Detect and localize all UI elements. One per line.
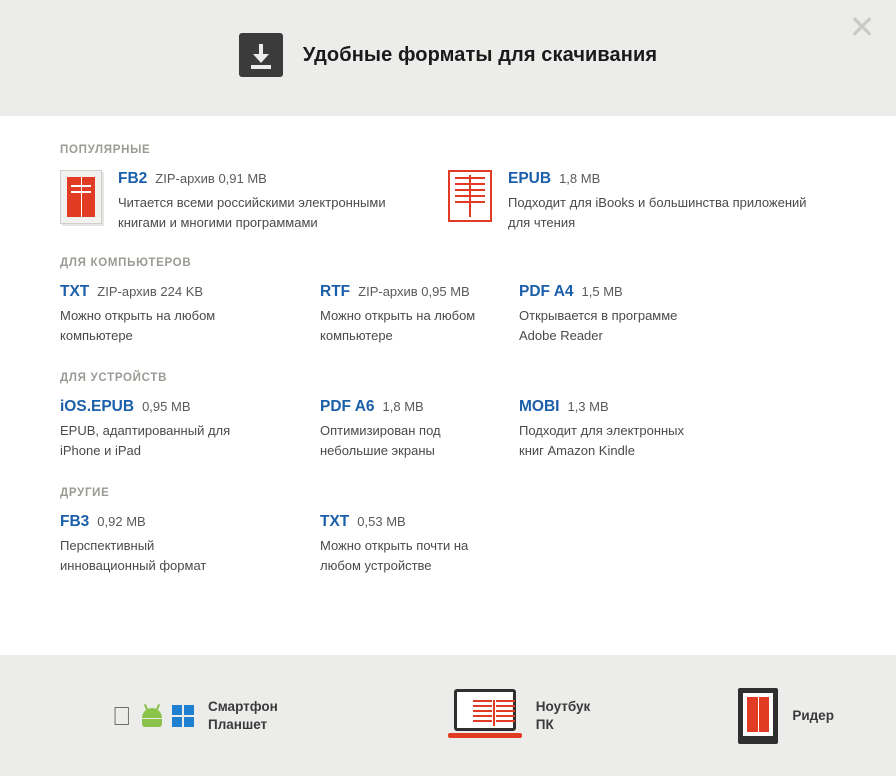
computer-format-list — [60, 283, 836, 346]
format-meta: 0,95 MB — [142, 399, 191, 414]
footer-item-laptop — [448, 689, 591, 743]
format-meta: 1,8 MB — [559, 171, 601, 186]
format-head — [60, 283, 306, 301]
ereader-icon — [738, 688, 778, 744]
windows-icon — [172, 705, 194, 727]
format-head — [60, 513, 306, 531]
footer-item-mobile — [112, 698, 278, 734]
section-others — [60, 487, 836, 576]
section-computers — [60, 257, 836, 346]
footer-label-line1: Смартфон — [208, 698, 278, 714]
format-link-ios-epub[interactable]: iOS.EPUB — [60, 398, 135, 415]
format-head — [320, 513, 505, 531]
section-popular — [60, 144, 836, 233]
format-link-txt-other[interactable]: TXT — [320, 513, 350, 530]
format-meta: 0,53 MB — [357, 514, 406, 529]
format-meta: ZIP-архив 0,91 MB — [155, 171, 267, 186]
download-icon — [239, 33, 283, 77]
format-description: Оптимизирован под небольшие экраны — [320, 423, 441, 458]
format-description: Можно открыть почти на любом устройстве — [320, 538, 469, 573]
format-text — [118, 170, 418, 233]
format-link-fb2[interactable]: FB2 — [118, 170, 148, 187]
format-item-fb3 — [60, 513, 320, 576]
format-description: Можно открыть на любом компьютере — [60, 308, 216, 343]
format-description: EPUB, адаптированный для iPhone и iPad — [60, 423, 231, 458]
section-title: ДРУГИЕ — [60, 487, 110, 499]
format-link-epub[interactable]: EPUB — [508, 170, 552, 187]
format-item-ios-epub — [60, 398, 320, 461]
footer-label-mobile — [208, 698, 278, 734]
section-title: ПОПУЛЯРНЫЕ — [60, 144, 151, 156]
format-head — [60, 398, 306, 416]
format-link-rtf[interactable]: RTF — [320, 283, 351, 300]
popular-format-list — [60, 170, 836, 233]
format-item-pdf-a6 — [320, 398, 519, 461]
format-head — [508, 170, 808, 188]
dialog-header — [0, 0, 896, 116]
close-icon[interactable]: ✕ — [848, 9, 876, 45]
format-meta: ZIP-архив 0,95 MB — [358, 284, 470, 299]
format-description: Перспективный инновационный формат — [60, 538, 207, 573]
page-title: Удобные форматы для скачивания — [302, 43, 658, 66]
format-link-txt[interactable]: TXT — [60, 283, 90, 300]
format-link-fb3[interactable]: FB3 — [60, 513, 90, 530]
footer-label-line2: ПК — [535, 716, 554, 732]
format-item-txt — [60, 283, 320, 346]
format-head — [519, 283, 704, 301]
format-item-mobi — [519, 398, 718, 461]
os-icon-group — [112, 704, 194, 728]
format-item-epub — [448, 170, 836, 233]
section-devices — [60, 372, 836, 461]
apple-icon — [112, 704, 132, 728]
format-text — [508, 170, 808, 233]
format-description: Можно открыть на любом компьютере — [320, 308, 476, 343]
format-meta: ZIP-архив 224 KB — [97, 284, 204, 299]
format-item-fb2 — [60, 170, 448, 233]
section-title: ДЛЯ КОМПЬЮТЕРОВ — [60, 257, 192, 269]
format-description: Открывается в программе Adobe Reader — [519, 308, 678, 343]
device-support-footer — [0, 655, 896, 776]
format-head — [519, 398, 704, 416]
format-item-placeholder — [519, 513, 718, 576]
header-content — [239, 33, 657, 77]
format-meta: 0,92 MB — [97, 514, 146, 529]
fb2-book-thumbnail — [60, 170, 102, 224]
format-link-mobi[interactable]: MOBI — [519, 398, 560, 415]
epub-book-thumbnail — [448, 170, 492, 222]
dialog-body — [0, 116, 896, 655]
format-description: Подходит для iBooks и большинства приложений для чтения — [508, 195, 807, 230]
footer-label-laptop — [536, 698, 591, 734]
format-item-pdf-a4 — [519, 283, 718, 346]
footer-label-line2: Планшет — [208, 716, 268, 732]
format-head — [320, 398, 505, 416]
section-title: ДЛЯ УСТРОЙСТВ — [60, 372, 168, 384]
format-link-pdf-a6[interactable]: PDF A6 — [320, 398, 375, 415]
footer-label-line1: Ридер — [792, 707, 834, 723]
format-description: Подходит для электронных книг Amazon Kindle — [519, 423, 685, 458]
format-head — [118, 170, 418, 188]
format-description: Читается всеми российскими электронными книгами и многими программами — [118, 195, 386, 230]
other-format-list — [60, 513, 836, 576]
format-meta: 1,5 MB — [581, 284, 623, 299]
format-meta: 1,3 MB — [567, 399, 609, 414]
footer-label-reader — [792, 707, 834, 725]
format-meta: 1,8 MB — [382, 399, 424, 414]
format-head — [320, 283, 505, 301]
format-link-pdf-a4[interactable]: PDF A4 — [519, 283, 574, 300]
footer-label-line1: Ноутбук — [535, 698, 591, 714]
format-item-txt-other — [320, 513, 519, 576]
android-icon — [141, 705, 163, 727]
format-item-rtf — [320, 283, 519, 346]
device-format-list — [60, 398, 836, 461]
laptop-icon — [448, 689, 522, 743]
footer-item-reader — [738, 688, 834, 744]
